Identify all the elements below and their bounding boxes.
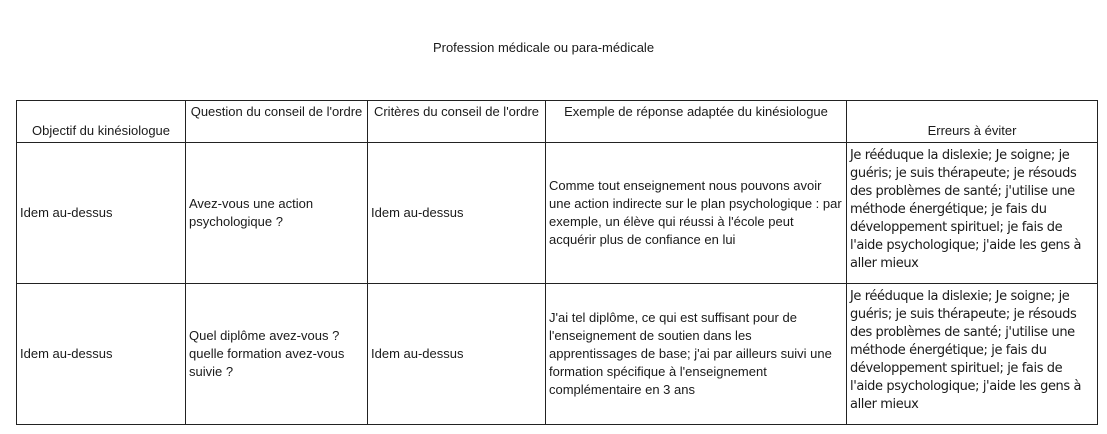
header-question: Question du conseil de l'ordre (186, 101, 368, 143)
cell-criteria: Idem au-dessus (368, 284, 546, 425)
table-row (17, 143, 1098, 284)
cell-criteria: Idem au-dessus (368, 143, 546, 284)
cell-question: Quel diplôme avez-vous ? quelle formation avez-vous suivie ? (186, 284, 368, 425)
kinesiologue-table (16, 100, 1098, 425)
cell-errors: Je rééduque la dislexie; Je soigne; je guéris; je suis thérapeute; je résouds des problèmes de santé; j'utilise une méthode énergétique; je fais du développement spirituel; je fais de l'aide psychologique; j'aide les gens à aller mieux (847, 284, 1098, 425)
cell-example: J'ai tel diplôme, ce qui est suffisant pour de l'enseignement de soutien dans les apprentissages de base; j'ai par ailleurs suivi une formation spécifique à l'enseignement complémentaire en 3 ans (546, 284, 847, 425)
table-header-row (17, 101, 1098, 143)
page-title: Profession médicale ou para-médicale (432, 40, 655, 55)
cell-objective: Idem au-dessus (17, 284, 186, 425)
cell-objective: Idem au-dessus (17, 143, 186, 284)
cell-question: Avez-vous une action psychologique ? (186, 143, 368, 284)
header-errors: Erreurs à éviter (847, 101, 1098, 143)
header-example: Exemple de réponse adaptée du kinésiologue (546, 101, 847, 143)
header-criteria: Critères du conseil de l'ordre (368, 101, 546, 143)
table-row (17, 284, 1098, 425)
cell-example: Comme tout enseignement nous pouvons avoir une action indirecte sur le plan psychologique : par exemple, un élève qui réussi à l'école peut acquérir plus de confiance en lui (546, 143, 847, 284)
cell-errors: Je rééduque la dislexie; Je soigne; je guéris; je suis thérapeute; je résouds des problèmes de santé; j'utilise une méthode énergétique; je fais du développement spirituel; je fais de l'aide psychologique; j'aide les gens à aller mieux (847, 143, 1098, 284)
header-objective: Objectif du kinésiologue (17, 101, 186, 143)
